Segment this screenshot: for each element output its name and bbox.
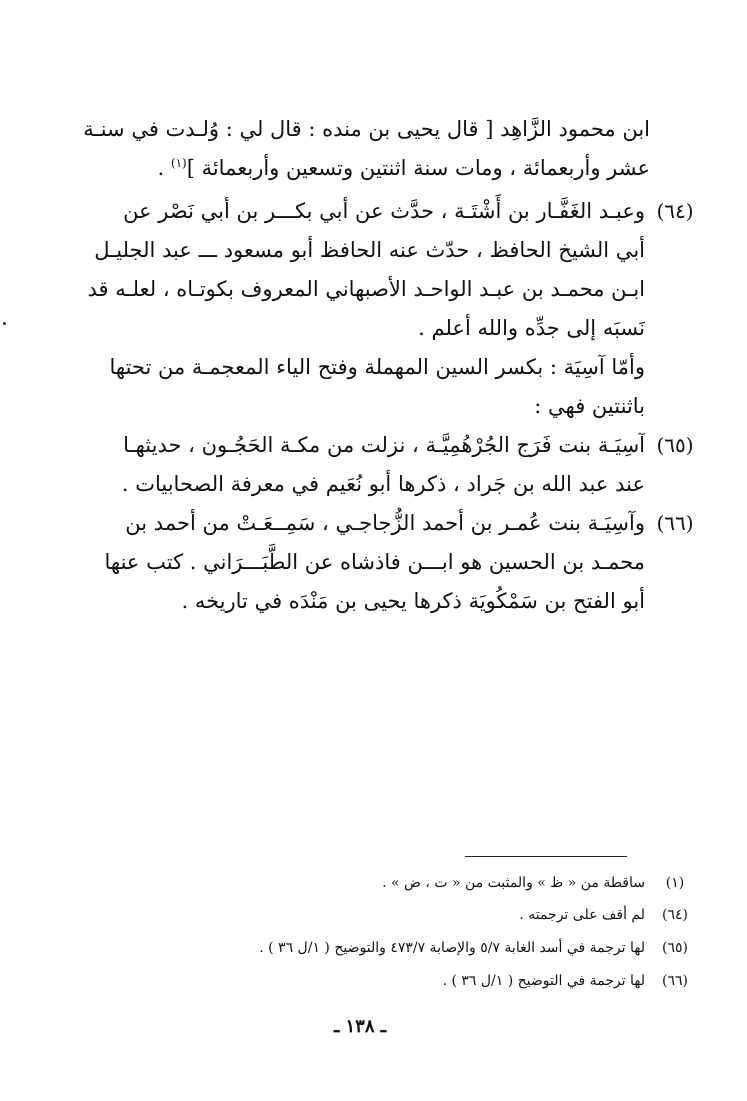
footnote-number: (١) [665,875,685,891]
footnote-66 [140,972,688,990]
entry-line: أبو الفتح بن سَمْكُويَة ذكرها يحيى بن مَنْدَه في تاريخه . [181,589,645,613]
entry-line: أبي الشيخ الحافظ ، حدّث عنه الحافظ أبو مسعود ـــ عبد الجليـل [94,238,645,262]
page-number: ـ ١٣٨ ـ [333,1016,387,1037]
footnote-ref: (١) [170,156,187,170]
footnote-text: لها ترجمة في التوضيح ( ١/ل ٣٦ ) . [442,973,645,989]
intro-line-1: ابن محمود الزَّاهِد [ قال يحيى بن منده : قال لي : وُلـدت في سنـة [83,117,650,141]
footnote-65 [140,939,688,957]
entry-line: محمـد بن الحسين هو ابـــن فاذشاه عن الطَّبَـــرَاني . كتب عنها [104,550,645,574]
intro-line-2-end: . [157,156,171,180]
entry-line: ابـن محمـد بن عبـد الواحـد الأصبهاني المعروف بكوتـاه ، لعلـه قد [87,277,645,301]
asiya-intro-paragraph [80,348,645,426]
entry-line: نَسبَه إلى جدِّه والله أعلم . [418,316,645,340]
footnote-1 [140,874,685,892]
entry-64 [80,192,694,348]
intro-paragraph [80,110,650,188]
footnote-number: (٦٤) [662,907,688,923]
asiya-intro-line-2: باثنتين فهي : [534,394,645,418]
entry-line: وآسِيَـة بنت عُمـر بن أحمد الزُّجاجـي ، سَمِــعَـتْ من أحمد بن [125,511,645,535]
footnote-text: ساقطة من « ظ » والمثبت من « ت ، ض » . [382,875,645,891]
intro-line-2 [80,149,650,188]
footnote-64 [140,906,688,924]
entry-line: آسِيَـة بنت فَرَج الجُرْهُمِيَّـة ، نزلت من مكـة الحَجُـون ، حديثهـا [123,433,645,457]
footnote-separator [465,856,627,857]
intro-line-2-text: عشر وأربعمائة ، ومات سنة اثنتين وتسعين وأربعمائة ] [186,156,650,180]
entry-number: (٦٦) [656,511,694,535]
entry-line: عند عبد الله بن جَراد ، ذكرها أبو نُعَيم في معرفة الصحابيات . [121,472,645,496]
entry-number: (٦٤) [656,199,694,223]
entry-66 [80,504,694,621]
entry-number: (٦٥) [656,433,694,457]
asiya-intro-line-1: وأمّا آسِيَة : بكسر السين المهملة وفتح الياء المعجمـة من تحتها [109,355,645,379]
footnote-text: لم أقف على ترجمته . [519,907,645,923]
entry-line: وعبـد الغَفَّـار بن أَشْتَـة ، حدَّث عن أبي بكـــر بن أبي نَصْر عن [123,199,645,223]
scan-dot [3,322,6,325]
footnote-number: (٦٦) [662,973,688,989]
footnote-text: لها ترجمة في أسد الغابة ٥/٧ والإصابة ٤٧٣/٧ والتوضيح ( ١/ل ٣٦ ) . [259,940,645,956]
entry-65 [80,426,694,504]
footnote-number: (٦٥) [662,940,688,956]
